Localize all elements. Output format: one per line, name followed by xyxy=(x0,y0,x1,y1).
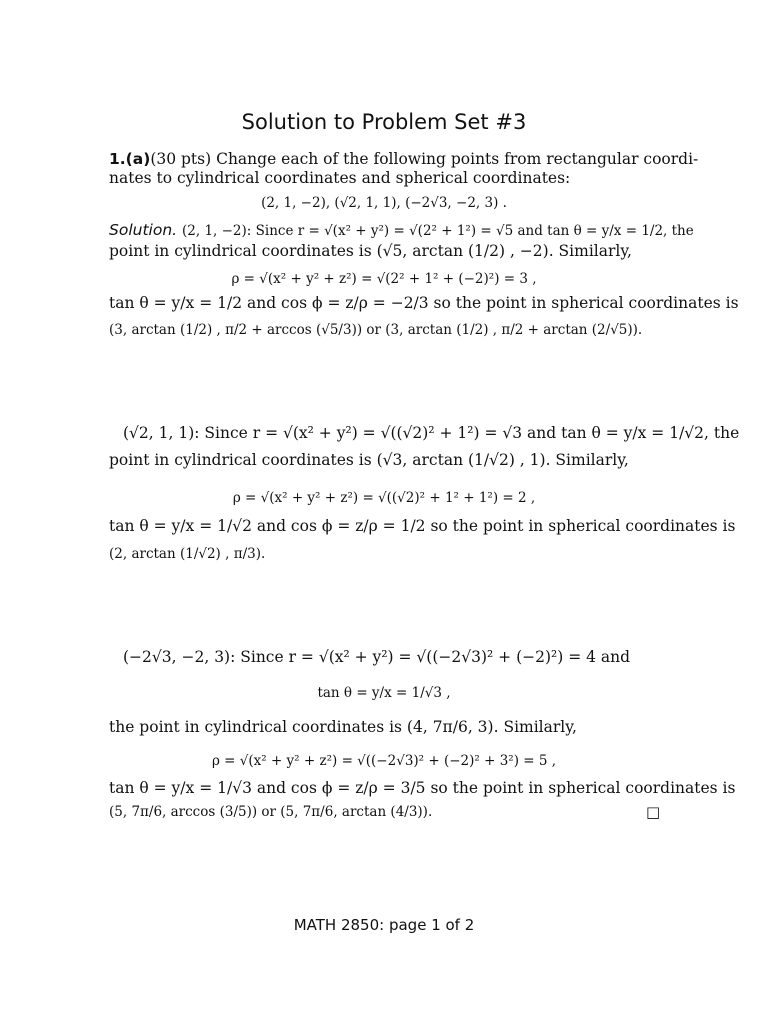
page-title: Solution to Problem Set #3 xyxy=(241,110,527,134)
part1-line-1 xyxy=(109,221,694,241)
problem-intro-text-1: (30 pts) Change each of the following points from rectangular coordi- xyxy=(150,150,699,168)
part2-line-3: tan θ = y/x = 1/√2 and cos ϕ = z/ρ = 1/2 so the point in spherical coordinates is xyxy=(109,517,736,535)
problem-intro-line-1 xyxy=(109,150,699,169)
part3-line-4: (5, 7π/6, arccos (3/5)) or (5, 7π/6, arctan (4/3)). xyxy=(109,804,433,820)
qed-symbol: □ xyxy=(646,803,661,821)
part1-line-3: tan θ = y/x = 1/2 and cos ϕ = z/ρ = −2/3 so the point in spherical coordinates is xyxy=(109,294,739,312)
problem-intro-line-2: nates to cylindrical coordinates and spherical coordinates: xyxy=(109,169,571,187)
part1-rho-equation: ρ = √(x² + y² + z²) = √(2² + 1² + (−2)²) = 3 , xyxy=(231,271,537,287)
part1-text-1: (2, 1, −2): Since r = √(x² + y²) = √(2² + 1²) = √5 and tan θ = y/x = 1/2, the xyxy=(182,223,694,239)
part3-line-2: the point in cylindrical coordinates is (4, 7π/6, 3). Similarly, xyxy=(109,718,577,736)
part2-line-2: point in cylindrical coordinates is (√3, arctan (1/√2) , 1). Similarly, xyxy=(109,451,629,469)
part1-line-4: (3, arctan (1/2) , π/2 + arccos (√5/3)) or (3, arctan (1/2) , π/2 + arctan (2/√5)). xyxy=(109,322,643,338)
part2-line-4: (2, arctan (1/√2) , π/3). xyxy=(109,546,266,562)
part3-rho-equation: ρ = √(x² + y² + z²) = √((−2√3)² + (−2)² + 3²) = 5 , xyxy=(211,753,557,769)
solution-label: Solution. xyxy=(109,221,178,239)
part2-rho-equation: ρ = √(x² + y² + z²) = √((√2)² + 1² + 1²) = 2 , xyxy=(232,490,536,506)
part2-line-1: (√2, 1, 1): Since r = √(x² + y²) = √((√2)² + 1²) = √3 and tan θ = y/x = 1/√2, the xyxy=(123,424,740,442)
part3-tan-equation: tan θ = y/x = 1/√3 , xyxy=(317,685,451,701)
problem-points: (2, 1, −2), (√2, 1, 1), (−2√3, −2, 3) . xyxy=(261,195,507,211)
page-footer: MATH 2850: page 1 of 2 xyxy=(293,916,475,934)
problem-number: 1.(a) xyxy=(109,150,151,168)
part3-line-1: (−2√3, −2, 3): Since r = √(x² + y²) = √((−2√3)² + (−2)²) = 4 and xyxy=(123,648,631,666)
part3-line-3: tan θ = y/x = 1/√3 and cos ϕ = z/ρ = 3/5 so the point in spherical coordinates is xyxy=(109,779,736,797)
part1-line-2: point in cylindrical coordinates is (√5, arctan (1/2) , −2). Similarly, xyxy=(109,242,632,260)
